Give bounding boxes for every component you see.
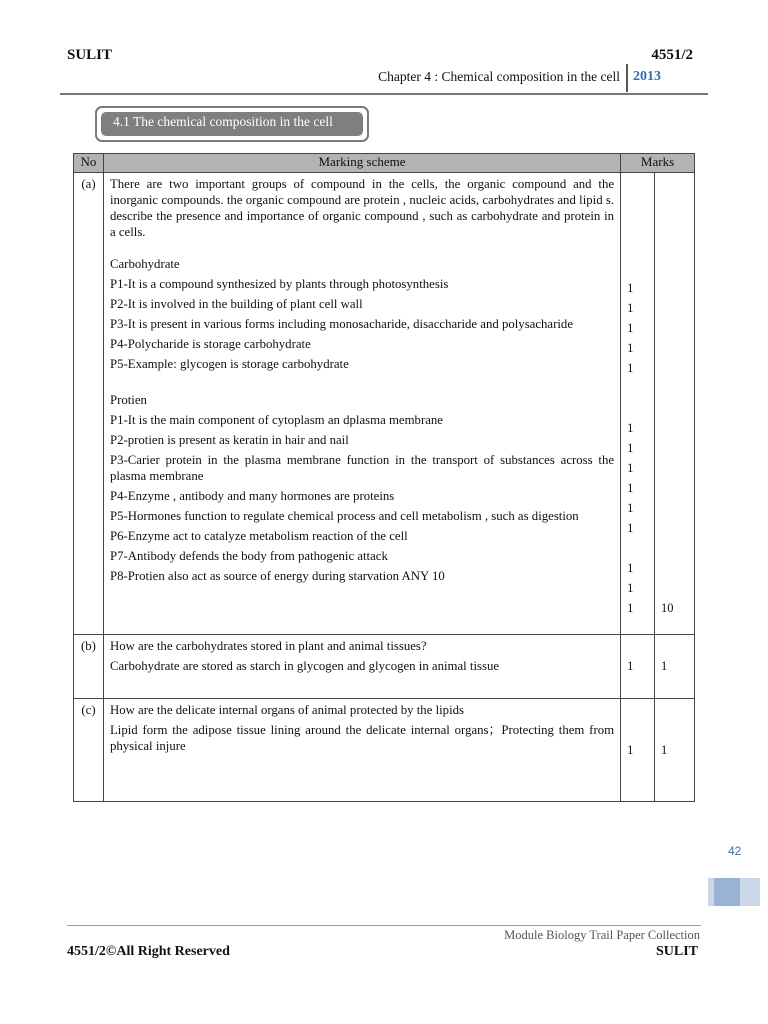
row-c-mark [621,699,655,802]
point-mark: 1 [627,501,634,515]
point-mark: 1 [627,301,634,315]
row-b-total-mark [655,635,695,699]
header-no: No [74,154,104,173]
row-number: (c) [74,699,104,802]
protein-point: P4-Enzyme , antibody and many hormones are proteins [109,489,395,503]
protein-point: P8-Protien also act as source of energy during starvation ANY 10 [109,569,445,583]
point-mark: 1 [627,743,634,757]
header-left: SULIT [67,47,113,63]
header-scheme: Marking scheme [103,154,620,173]
page-tab-accent [714,878,740,906]
total-mark: 1 [661,743,668,757]
carb-point: P4-Polycharide is storage carbohydrate [109,337,311,351]
table-row-c [74,699,695,802]
protein-point: P3-Carier protein in the plasma membrane function in the transport of substances across the plasma membrane [109,453,615,483]
carb-point: P1-It is a compound synthesized by plants through photosynthesis [109,277,449,291]
header-marks: Marks [621,154,695,173]
point-mark: 1 [627,561,634,575]
point-mark: 1 [627,481,634,495]
table-row-a [74,173,695,635]
point-mark: 1 [627,659,634,673]
answer-text: Lipid form the adipose tissue lining around the delicate internal organs；Protecting them from physical injure [109,723,615,753]
row-b-mark [621,635,655,699]
table-row-b [74,635,695,699]
protein-heading: Protien [109,393,147,407]
total-mark: 1 [661,659,668,673]
footer-rule [67,925,701,926]
question-text: How are the carbohydrates stored in plant and animal tissues? [109,639,427,653]
point-mark: 1 [627,581,634,595]
year-label: 2013 [633,69,661,84]
footer-right: SULIT [655,944,698,959]
point-mark: 1 [627,601,634,615]
copyright-label: 4551/2©All Right Reserved [67,944,230,959]
row-number: (b) [74,635,104,699]
question-text: How are the delicate internal organs of animal protected by the lipids [109,703,465,717]
module-title: Module Biology Trail Paper Collection [504,928,700,942]
header-right: 4551/2 [651,47,693,63]
point-mark: 1 [627,361,634,375]
row-a-scheme [103,173,620,635]
marking-scheme-table [73,153,695,802]
protein-point: P1-It is the main component of cytoplasm an dplasma membrane [109,413,443,427]
point-mark: 1 [627,521,634,535]
row-a-total-mark [655,173,695,635]
carb-point: P5-Example: glycogen is storage carbohydrate [109,357,349,371]
row-b-scheme [103,635,620,699]
protein-point: P6-Enzyme act to catalyze metabolism reaction of the cell [109,529,408,543]
section-title-box [95,106,369,142]
point-mark: 1 [627,421,634,435]
row-c-total-mark [655,699,695,802]
table-header-row [74,154,695,173]
row-number: (a) [74,173,104,635]
protein-point: P7-Antibody defends the body from pathogenic attack [109,549,388,563]
header-divider [626,64,628,92]
page-number: 42 [728,844,742,858]
point-mark: 1 [627,281,634,295]
carb-point: P2-It is involved in the building of plant cell wall [109,297,363,311]
total-mark: 10 [661,601,674,615]
point-mark: 1 [627,441,634,455]
point-mark: 1 [627,321,634,335]
row-c-scheme [103,699,620,802]
carbohydrate-heading: Carbohydrate [109,257,180,271]
header-rule [60,93,708,95]
point-mark: 1 [627,341,634,355]
carb-point: P3-It is present in various forms including monosacharide, disaccharide and polysacharide [109,317,574,331]
answer-text: Carbohydrate are stored as starch in glycogen and glycogen in animal tissue [109,659,500,673]
protein-point: P5-Hormones function to regulate chemical process and cell metabolism , such as digestion [109,509,579,523]
question-text: There are two important groups of compound in the cells, the organic compound and the inorganic compounds. the organic compound are protein , nucleic acids, carbohydrates and lipid s. describe the presence and importance of organic compound , such as carbohydrate and protein in a cells. [109,177,615,239]
point-mark: 1 [627,461,634,475]
row-a-point-marks [621,173,655,635]
section-title: 4.1 The chemical composition in the cell [101,112,363,136]
chapter-title: Chapter 4 : Chemical composition in the cell [378,69,620,84]
protein-point: P2-protien is present as keratin in hair and nail [109,433,349,447]
